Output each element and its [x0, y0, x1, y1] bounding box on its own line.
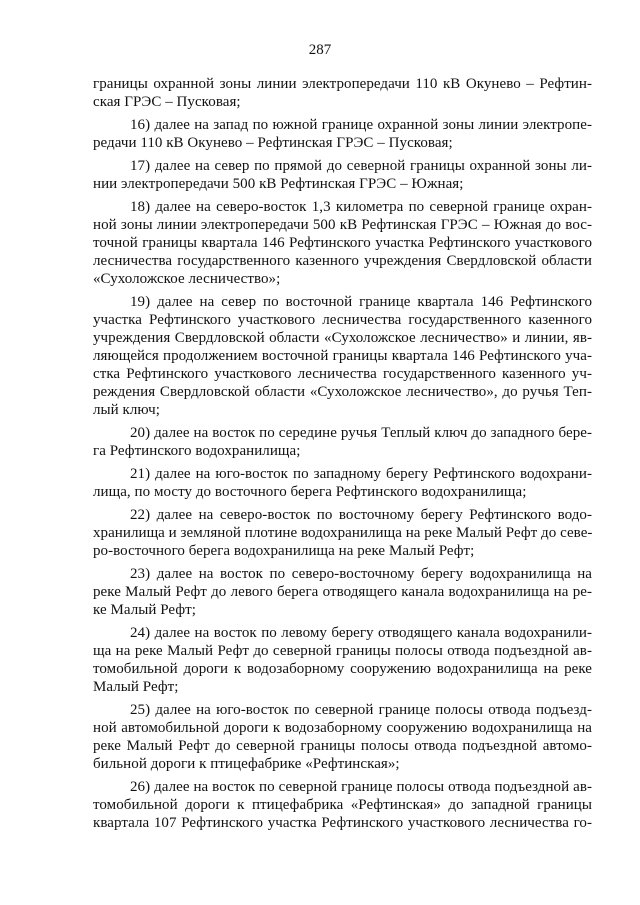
text-line: участка Рефтинского участкового лесничества государственного казенного	[93, 312, 592, 328]
text-line: редачи 110 кВ Окунево – Рефтинская ГРЭС – Пусковая;	[93, 135, 453, 151]
text-line: га Рефтинского водохранилища;	[93, 443, 301, 459]
text-line: реке Малый Рефт до северной границы полосы отвода подъездной автомо-	[93, 738, 592, 754]
text-line: 16) далее на запад по южной границе охранной зоны линии электропе-	[130, 117, 592, 133]
text-line: квартала 107 Рефтинского участка Рефтинского участкового лесничества го-	[93, 815, 592, 831]
text-line: томобильной дороги к водозаборному сооружению водохранилища на реке	[93, 661, 592, 677]
text-line: 26) далее на восток по северной границе полосы отвода подъездной ав-	[130, 779, 592, 795]
text-line: ляющейся продолжением восточной границы квартала 146 Рефтинского уча-	[93, 348, 592, 364]
text-line: ро-восточного берега водохранилища на реке Малый Рефт;	[93, 543, 475, 559]
page-number: 287	[308, 42, 332, 58]
text-line: ща на реке Малый Рефт до северной границы полосы отвода подъездной ав-	[93, 643, 592, 659]
text-line: хранилища и земляной плотине водохранилища на реке Малый Рефт до севе-	[93, 525, 593, 541]
text-line: стка Рефтинского участкового лесничества государственного казенного уч-	[93, 366, 592, 382]
text-line: 22) далее на северо-восток по восточному берегу Рефтинского водо-	[130, 507, 592, 523]
text-line: ной автомобильной дороги к водозаборному сооружению водохранилища на	[93, 720, 592, 736]
text-line: 24) далее на восток по левому берегу отводящего канала водохранили-	[130, 625, 592, 641]
text-line: «Сухоложское лесничество»;	[93, 271, 281, 287]
text-line: бильной дороги к птицефабрике «Рефтинская»;	[93, 756, 400, 772]
text-line: 20) далее на восток по середине ручья Теплый ключ до западного бере-	[130, 425, 592, 441]
text-line: ке Малый Рефт;	[93, 602, 196, 618]
text-line: ская ГРЭС – Пусковая;	[93, 94, 241, 110]
text-line: 25) далее на юго-восток по северной границе полосы отвода подъезд-	[130, 702, 592, 718]
text-line: 21) далее на юго-восток по западному берегу Рефтинского водохрани-	[130, 466, 592, 482]
text-line: ной зоны линии электропередачи 500 кВ Рефтинская ГРЭС – Южная до вос-	[93, 217, 592, 233]
text-line: учреждения Свердловской области «Сухоложское лесничество» и линии, яв-	[93, 330, 592, 346]
text-line: точной границы квартала 146 Рефтинского участка Рефтинского участкового	[93, 235, 592, 251]
text-line: томобильной дороги к птицефабрика «Рефтинская» до западной границы	[93, 797, 592, 813]
text-line: лища, по мосту до восточного берега Рефтинского водохранилища;	[93, 484, 527, 500]
text-line: 18) далее на северо-восток 1,3 километра по северной границе охран-	[130, 199, 592, 215]
text-line: 17) далее на север по прямой до северной границы охранной зоны ли-	[130, 158, 592, 174]
text-line: реке Малый Рефт до левого берега отводящего канала водохранилища на ре-	[93, 584, 592, 600]
text-line: границы охранной зоны линии электропередачи 110 кВ Окунево – Рефтин-	[93, 76, 592, 92]
text-line: 23) далее на восток по северо-восточному берегу водохранилища на	[130, 566, 592, 582]
text-line: нии электропередачи 500 кВ Рефтинская ГРЭС – Южная;	[93, 176, 464, 192]
text-line: реждения Свердловской области «Сухоложское лесничество», до ручья Теп-	[93, 384, 592, 400]
text-line: лый ключ;	[93, 402, 160, 418]
text-line: Малый Рефт;	[93, 679, 179, 695]
text-line: 19) далее на север по восточной границе квартала 146 Рефтинского	[130, 294, 592, 310]
text-line: лесничества государственного казенного учреждения Свердловской области	[93, 253, 592, 269]
